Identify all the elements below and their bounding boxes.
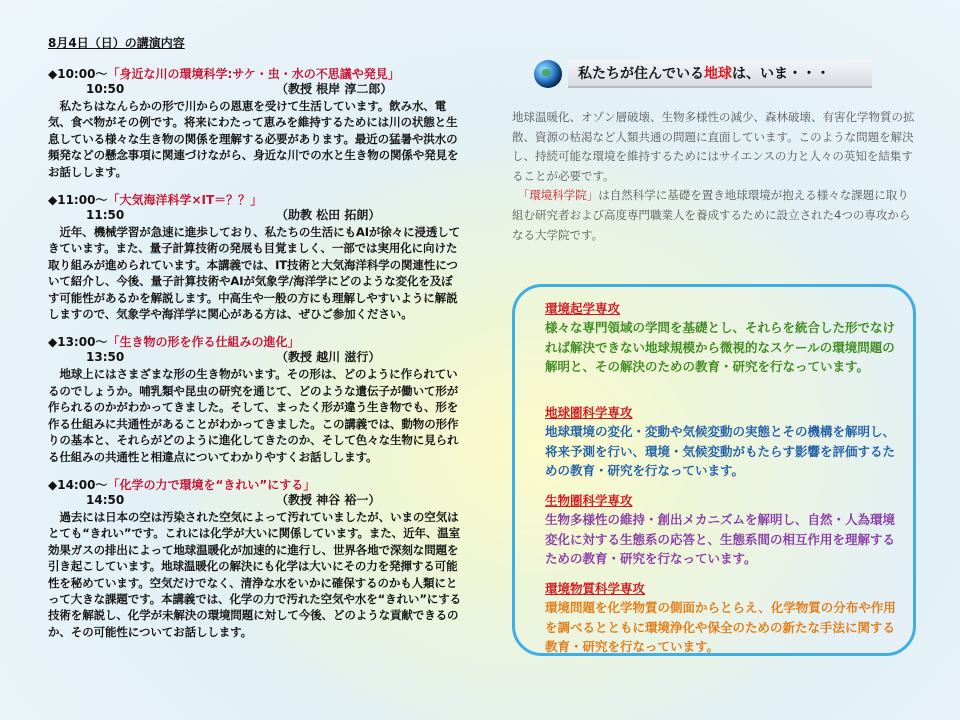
department-4	[545, 581, 905, 657]
session-meta	[48, 208, 462, 224]
session-speaker: （教授 神谷 裕一）	[276, 492, 381, 507]
session-speaker: （助教 松田 拓朗）	[276, 208, 381, 223]
departments-panel	[512, 284, 916, 656]
session-start-time: ◆11:00～	[48, 193, 108, 208]
session-heading	[48, 334, 462, 350]
session-meta	[48, 493, 462, 509]
session-start-time: ◆10:00～	[48, 67, 108, 81]
session-3	[48, 334, 462, 464]
session-heading	[48, 192, 462, 208]
session-heading	[48, 477, 462, 493]
department-description: 地球環境の変化・変動や気候変動の実態とその機構を解明し、将来予測を行い、環境・気候変動がもたらす影響を評価するための教育・研究を行なっています。	[545, 424, 896, 478]
globe-icon	[534, 60, 562, 88]
department-1	[545, 301, 905, 377]
intro-paragraph-2	[512, 186, 916, 245]
school-introduction	[512, 108, 916, 245]
session-start-time: ◆13:00～	[48, 335, 108, 350]
department-description: 様々な専門領域の学問を基礎とし、それらを統合した形でなければ解決できない地球規模から微視的なスケールの環境問題の解明と、その解決のための教育・研究を行なっています。	[545, 320, 896, 374]
session-topic: 「大気海洋科学×IT＝？？」	[107, 193, 263, 208]
session-end-time: 13:50	[86, 350, 125, 365]
session-start-time: ◆14:00～	[48, 477, 108, 492]
session-4	[48, 477, 462, 640]
session-topic: 「化学の力で環境を“きれい”にする」	[107, 477, 316, 492]
session-meta	[48, 82, 462, 98]
intro-paragraph-1: 地球温暖化、オゾン層破壊、生物多様性の減少、森林破壊、有害化学物質の拡散、資源の枯渇など人類共通の問題に直面しています。このような問題を解決し、持続可能な環境を維持するためにはサイエンスの力と人々の英知を結集することが必要です。	[512, 110, 915, 183]
session-speaker: （教授 根岸 淳二郎）	[276, 82, 393, 96]
session-topic: 「身近な川の環境科学:サケ・虫・水の不思議や発見」	[107, 67, 400, 81]
department-name: 生物圏科学専攻	[545, 493, 633, 508]
session-description: 近年、機械学習が急速に進歩しており、私たちの生活にもAIが徐々に浸透してきています。また、量子計算技術の発展も目覚ましく、一部では実用化に向けた取り組みが進められています。本講義では、IT技術と大気海洋科学の関連性について紹介し、今後、量子計算技術やAIが気象学/海洋学にどのような変化を及ぼす可能性があるかを解説します。中高生や一般の方にも理解しやすいように解説しますので、気象学や海洋学に関心がある方は、ぜひご参加ください。	[48, 225, 461, 322]
department-name: 地球圏科学専攻	[545, 405, 633, 420]
session-meta	[48, 350, 462, 366]
department-2	[545, 405, 905, 481]
lecture-schedule	[48, 66, 462, 652]
session-description: 私たちはなんらかの形で川からの恩恵を受けて生活しています。飲み水、電気、食べ物がその例です。将来にわたって恵みを維持するためには川の状態と生息している様々な生き物の関係を理解する必要があります。最近の猛暑や洪水の頻発などの懸念事項に関連づけながら、身近な川での水と生き物の関係や発見をお話しします。	[48, 99, 459, 179]
earth-section-header	[534, 60, 874, 90]
session-end-time: 11:50	[86, 208, 125, 223]
session-end-time: 14:50	[86, 492, 125, 507]
page-title: 8月4日（日）の講演内容	[48, 36, 185, 50]
department-name: 環境物質科学専攻	[545, 581, 646, 596]
department-description: 環境問題を化学物質の側面からとらえ、化学物質の分布や作用を調べるとともに環境浄化や保全のための新たな手法に関する教育・研究を行なっています。	[545, 600, 896, 654]
title-highlight-earth: 地球	[704, 66, 732, 82]
session-2	[48, 192, 462, 322]
title-part-1: 私たちが住んでいる	[578, 66, 704, 82]
department-3	[545, 493, 905, 569]
session-end-time: 10:50	[86, 82, 125, 96]
department-name: 環境起学専攻	[545, 301, 621, 316]
session-speaker: （教授 越川 滋行）	[276, 350, 381, 365]
session-description: 地球上にはさまざまな形の生き物がいます。その形は、どのように作られているのでしょうか。哺乳類や昆虫の研究を通じて、どのような遺伝子が働いて形が作られるのかがわかってきました。そして、まったく形が違う生き物でも、形を作る仕組みに共通性があることがわかってきました。この講義では、動物の形作りの基本と、それらがどのように進化してきたのか、そして色々な生物に見られる仕組みの共通性と相違点についてわかりやすくお話しします。	[48, 367, 459, 464]
session-1	[48, 66, 462, 180]
session-description: 過去には日本の空は汚染された空気によって汚れていましたが、いまの空気はとても“きれい”です。これには化学が大いに関係しています。また、近年、温室効果ガスの排出によって地球温暖化が加速的に進行し、世界各地で深刻な問題を引き起こしています。地球温暖化の解決にも化学は大いにその力を発揮する可能性を秘めています。空気だけでなく、清浄な水をいかに確保するのかも人類にとって大きな課題です。本講義では、化学の力で汚れた空気や水を“きれい”にする技術を解説し、化学が未解決の環境問題に対して今後、どのような貢献できるのか、その可能性についてお話しします。	[48, 509, 461, 639]
session-heading	[48, 66, 462, 82]
department-description: 生物多様性の維持・創出メカニズムを解明し、自然・人為環境変化に対する生態系の応答と、生態系間の相互作用を理解するための教育・研究を行なっています。	[545, 512, 896, 566]
earth-section-title	[568, 60, 872, 88]
title-part-2: は、いま・・・	[732, 66, 830, 82]
intro-paragraph-2-text: は自然科学に基礎を置き地球環境が抱える様々な課題に取り組む研究者および高度専門職業人を養成するために設立された4つの専攻からなる大学院です。	[512, 188, 911, 242]
school-name-highlight: 「環境科学院」	[517, 188, 599, 203]
session-topic: 「生き物の形を作る仕組みの進化」	[107, 335, 300, 350]
